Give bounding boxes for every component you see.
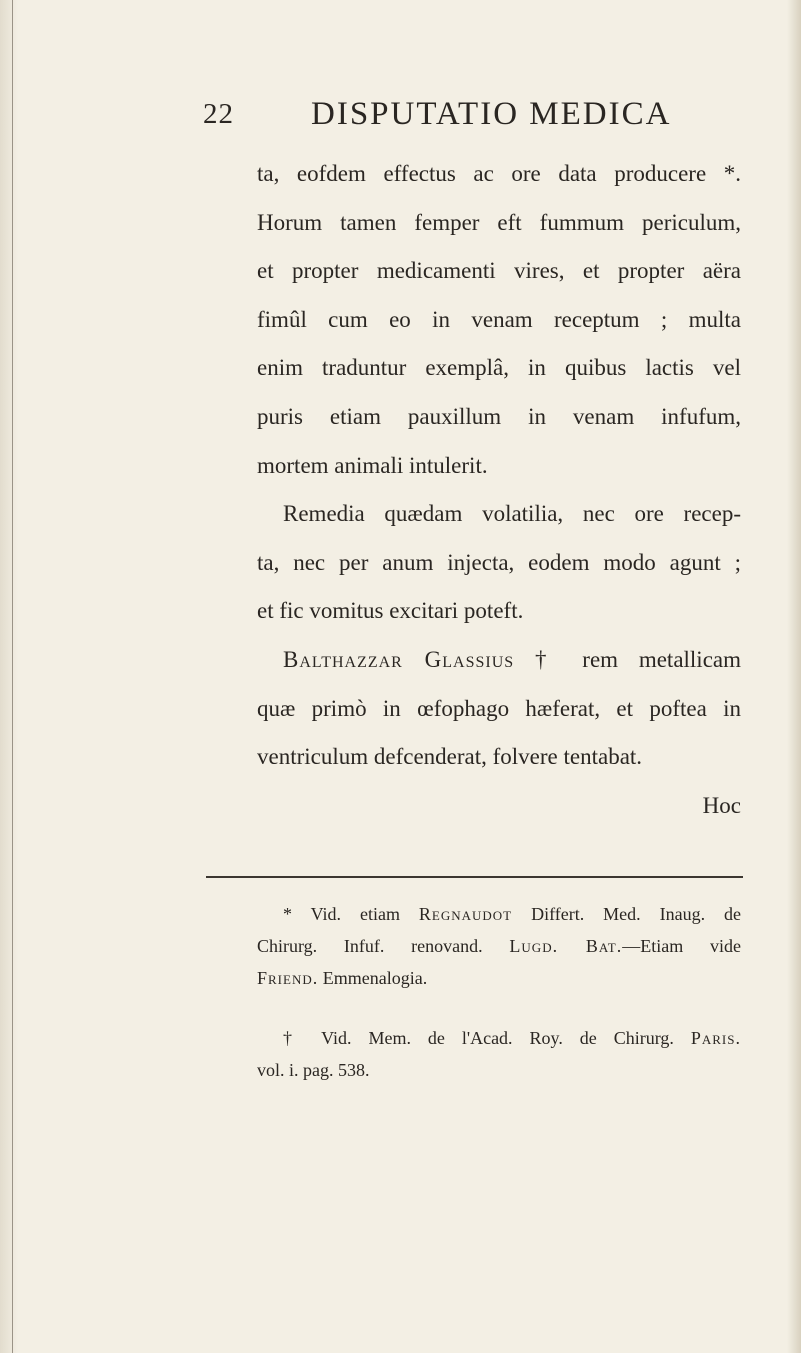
author-name: Balthazzar Glassius xyxy=(283,646,515,672)
text-run: * Vid. etiam xyxy=(283,904,419,924)
text-line: et fic vomitus excitari poteft. xyxy=(257,598,524,624)
footnote-line: vol. i. pag. 538. xyxy=(257,1060,370,1080)
text-line: ta, eofdem effectus ac ore data producere *. xyxy=(257,161,741,186)
footnote-line xyxy=(257,962,741,994)
place-name: Lugd. Bat. xyxy=(509,936,623,956)
text-line: puris etiam pauxillum in venam infufum, xyxy=(257,403,741,429)
page-edge-left xyxy=(0,0,18,1353)
text-line: ventriculum defcenderat, folvere tentabat. xyxy=(257,744,643,770)
footnote-gap xyxy=(257,994,741,1022)
text-line: et propter medicamenti vires, et propter aëra xyxy=(257,258,741,284)
text-run: Emmenalogia. xyxy=(318,968,428,988)
text-run: —Etiam vide xyxy=(622,936,741,956)
author-name: Friend. xyxy=(257,968,319,988)
running-title: DISPUTATIO MEDICA xyxy=(311,96,672,132)
footnote-line xyxy=(257,1022,741,1054)
footnote-rule xyxy=(206,876,743,878)
text-line: quæ primò in œfophago hæferat, et poftea in xyxy=(257,695,741,721)
text-run: Differt. Med. Inaug. de xyxy=(512,904,741,924)
text-line: mortem animali intulerit. xyxy=(257,452,488,478)
page-header xyxy=(0,92,801,142)
text-line: Remedia quædam volatilia, nec ore recep- xyxy=(283,501,741,527)
binding-edge xyxy=(12,0,13,1353)
text-line: ta, nec per anum injecta, eodem modo agunt ; xyxy=(257,549,741,575)
text-run: Chirurg. Infuf. renovand. xyxy=(257,936,510,956)
text-line: fimûl cum eo in venam receptum ; multa xyxy=(257,306,741,332)
body-text xyxy=(257,150,741,830)
place-name: Paris. xyxy=(690,1028,741,1048)
footnote-line xyxy=(257,898,741,930)
page-edge-right xyxy=(787,0,801,1353)
text-line: Horum tamen femper eft fummum periculum, xyxy=(257,209,741,235)
footnotes xyxy=(257,898,741,1086)
text-line: enim traduntur exemplâ, in quibus lactis vel xyxy=(257,355,741,381)
page-number: 22 xyxy=(203,98,234,130)
text-run: † rem metallicam xyxy=(514,646,742,672)
author-name: Regnaudot xyxy=(418,904,513,924)
text-run: † Vid. Mem. de l'Acad. Roy. de Chirurg. xyxy=(283,1028,691,1048)
catchword: Hoc xyxy=(702,792,741,818)
text-line xyxy=(257,636,741,685)
footnote-line xyxy=(257,930,741,962)
